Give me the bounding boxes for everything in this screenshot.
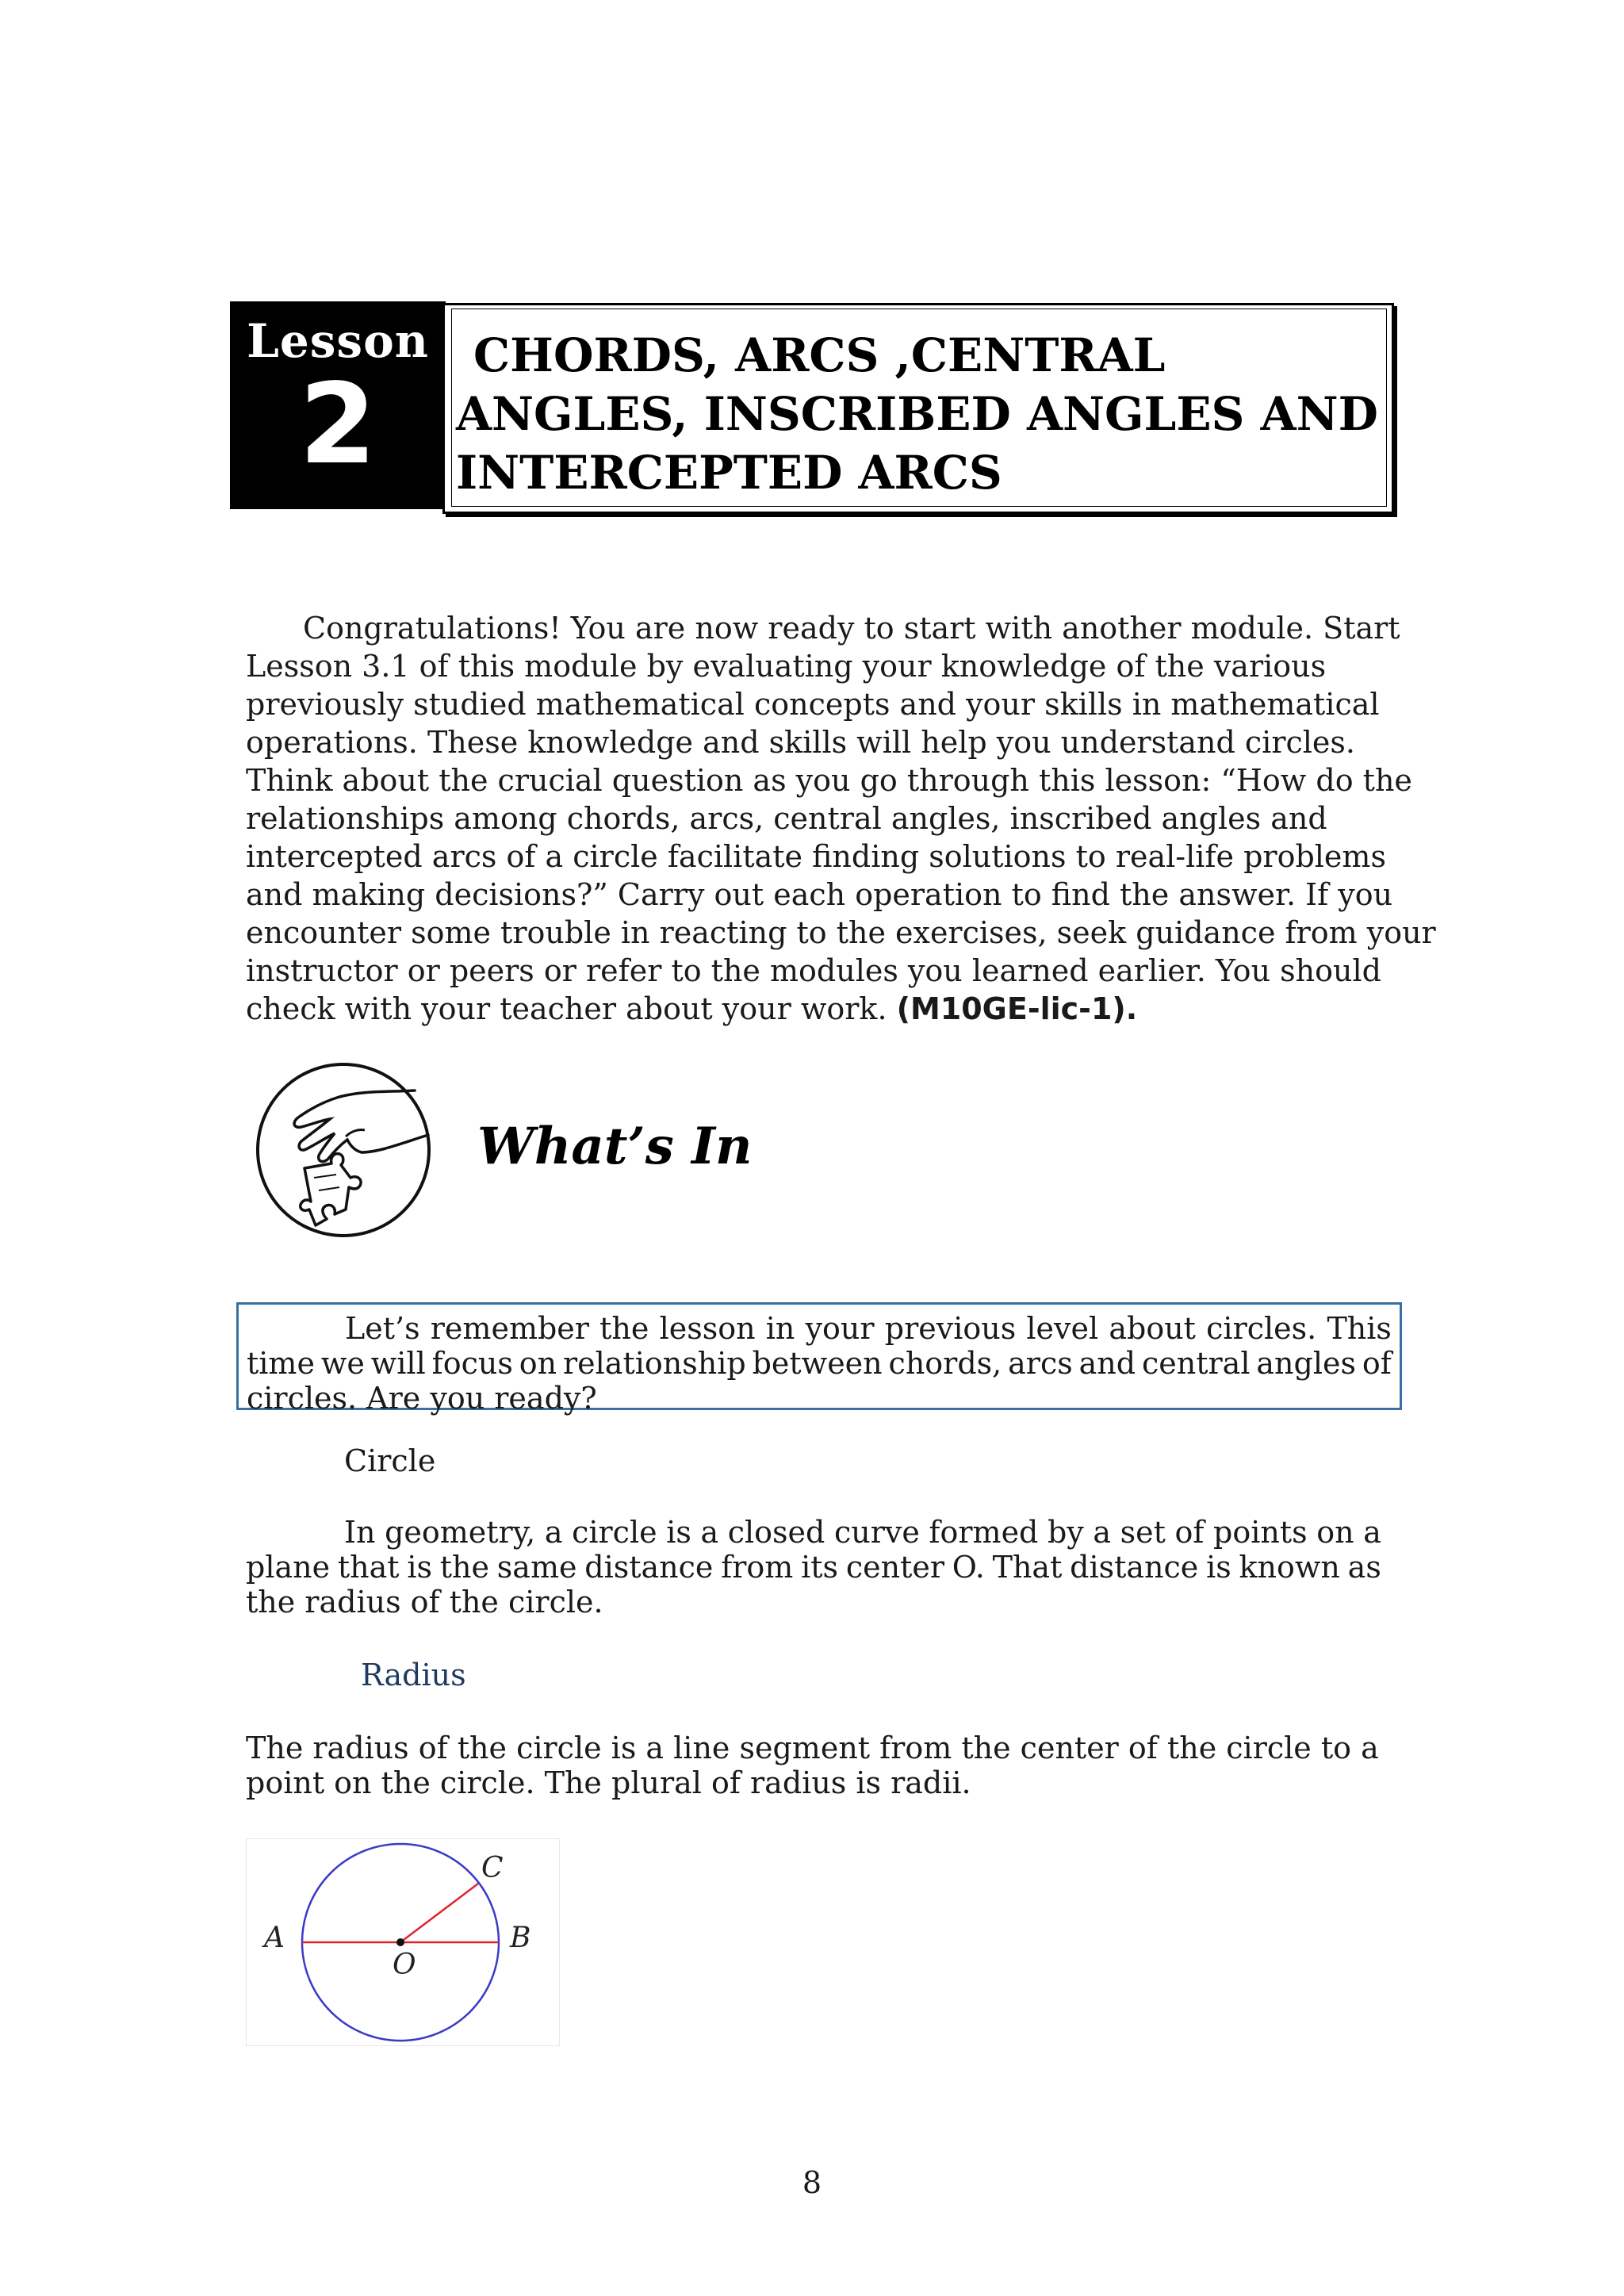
word: about (1109, 1311, 1196, 1346)
word: that (337, 1550, 400, 1585)
subheading-circle: Circle (344, 1443, 436, 1478)
word: center (845, 1550, 945, 1585)
point-label-o: O (393, 1949, 416, 1981)
word: from (721, 1550, 794, 1585)
word: chords, (888, 1346, 1002, 1381)
word: points (1213, 1515, 1308, 1550)
lesson-title-box (442, 303, 1394, 514)
word: in (765, 1311, 795, 1346)
radius-segment-oc (400, 1884, 478, 1942)
word: geometry, (385, 1515, 536, 1550)
title-line: INTERCEPTED ARCS (456, 446, 1002, 500)
word: In (344, 1515, 376, 1550)
lesson-title (456, 326, 1378, 502)
word: central (1142, 1346, 1251, 1381)
word: as (1347, 1550, 1381, 1585)
word: is (407, 1550, 432, 1585)
radius-line: The radius of the circle is a line segment from the center of the circle to a (246, 1731, 1379, 1765)
word: focus (431, 1346, 513, 1381)
intro-line: and making decisions?” Carry out each operation to find the answer. If you (246, 877, 1393, 912)
reminder-line (247, 1346, 1392, 1381)
word: plane (246, 1550, 331, 1585)
radius-diagram (246, 1838, 560, 2046)
word: arcs (1008, 1346, 1073, 1381)
intro-line: operations. These knowledge and skills will help you understand circles. (246, 725, 1356, 760)
circle-line (246, 1515, 1381, 1550)
intro-line: instructor or peers or refer to the modules you learned earlier. You should (246, 953, 1381, 988)
word: circles. (1206, 1311, 1317, 1346)
word: That (992, 1550, 1063, 1585)
word: between (752, 1346, 883, 1381)
intro-line: Lesson 3.1 of this module by evaluating your knowledge of the various (246, 649, 1327, 684)
word: its (801, 1550, 839, 1585)
hand-puzzle-icon (252, 1059, 435, 1241)
word: a (700, 1515, 719, 1550)
word: will (370, 1346, 426, 1381)
intro-line-text: check with your teacher about your work. (246, 991, 897, 1026)
section-heading-whats-in: What’s In (477, 1117, 753, 1176)
subheading-radius: Radius (361, 1658, 466, 1692)
center-point-o (396, 1938, 404, 1946)
circle-paragraph (246, 1515, 1381, 1619)
intro-line: Think about the crucial question as you go through this lesson: “How do the (246, 763, 1412, 798)
circle-line (246, 1550, 1381, 1585)
reminder-box (236, 1302, 1402, 1416)
word: by (1047, 1515, 1084, 1550)
word: This (1327, 1311, 1392, 1346)
word: lesson (659, 1311, 756, 1346)
word: previous (884, 1311, 1017, 1346)
word: known (1239, 1550, 1340, 1585)
word: a (1093, 1515, 1112, 1550)
word: is (1206, 1550, 1231, 1585)
word: same (496, 1550, 577, 1585)
word: remember (430, 1311, 589, 1346)
word: of (1174, 1515, 1205, 1550)
lesson-label: Lesson (247, 314, 429, 368)
word: angles (1256, 1346, 1356, 1381)
competency-code: (M10GE-lic-1). (896, 991, 1138, 1026)
word: on (519, 1346, 557, 1381)
word: distance (1070, 1550, 1199, 1585)
reminder-line: circles. Are you ready? (247, 1381, 597, 1416)
circle-line: the radius of the circle. (246, 1585, 603, 1619)
word: O. (952, 1550, 985, 1585)
intro-line: intercepted arcs of a circle facilitate finding solutions to real-life problems (246, 839, 1386, 874)
word: circle (572, 1515, 657, 1550)
word: the (599, 1311, 649, 1346)
intro-line: Congratulations! You are now ready to start with another module. Start (303, 611, 1400, 646)
intro-line: relationships among chords, arcs, central angles, inscribed angles and (246, 801, 1327, 836)
word: of (1362, 1346, 1392, 1381)
word: formed (929, 1515, 1039, 1550)
page-number: 8 (802, 2165, 822, 2200)
word: is (666, 1515, 691, 1550)
word: the (439, 1550, 490, 1585)
title-line: ANGLES, INSCRIBED ANGLES AND (456, 387, 1378, 441)
point-label-a: A (264, 1922, 285, 1954)
title-line: CHORDS, ARCS ,CENTRAL (473, 328, 1166, 382)
lesson-badge (230, 301, 446, 509)
word: your (805, 1311, 875, 1346)
intro-line: previously studied mathematical concepts and your skills in mathematical (246, 687, 1380, 722)
word: level (1026, 1311, 1099, 1346)
word: curve (833, 1515, 920, 1550)
word: and (1078, 1346, 1136, 1381)
word: a (1363, 1515, 1381, 1550)
word: distance (584, 1550, 714, 1585)
word: a (544, 1515, 563, 1550)
word: we (320, 1346, 365, 1381)
intro-line: encounter some trouble in reacting to the exercises, seek guidance from your (246, 915, 1436, 950)
word: Let’s (345, 1311, 420, 1346)
word: relationship (562, 1346, 746, 1381)
intro-line-last (246, 990, 1388, 1028)
word: time (247, 1346, 315, 1381)
lesson-number: 2 (299, 360, 377, 489)
point-label-b: B (510, 1922, 531, 1954)
radius-line: point on the circle. The plural of radius is radii. (246, 1765, 971, 1800)
radius-paragraph (246, 1731, 1381, 1800)
reminder-line (247, 1311, 1392, 1346)
point-label-c: C (481, 1852, 504, 1884)
word: set (1120, 1515, 1166, 1550)
intro-paragraph (246, 609, 1436, 1028)
word: on (1316, 1515, 1354, 1550)
word: closed (727, 1515, 825, 1550)
